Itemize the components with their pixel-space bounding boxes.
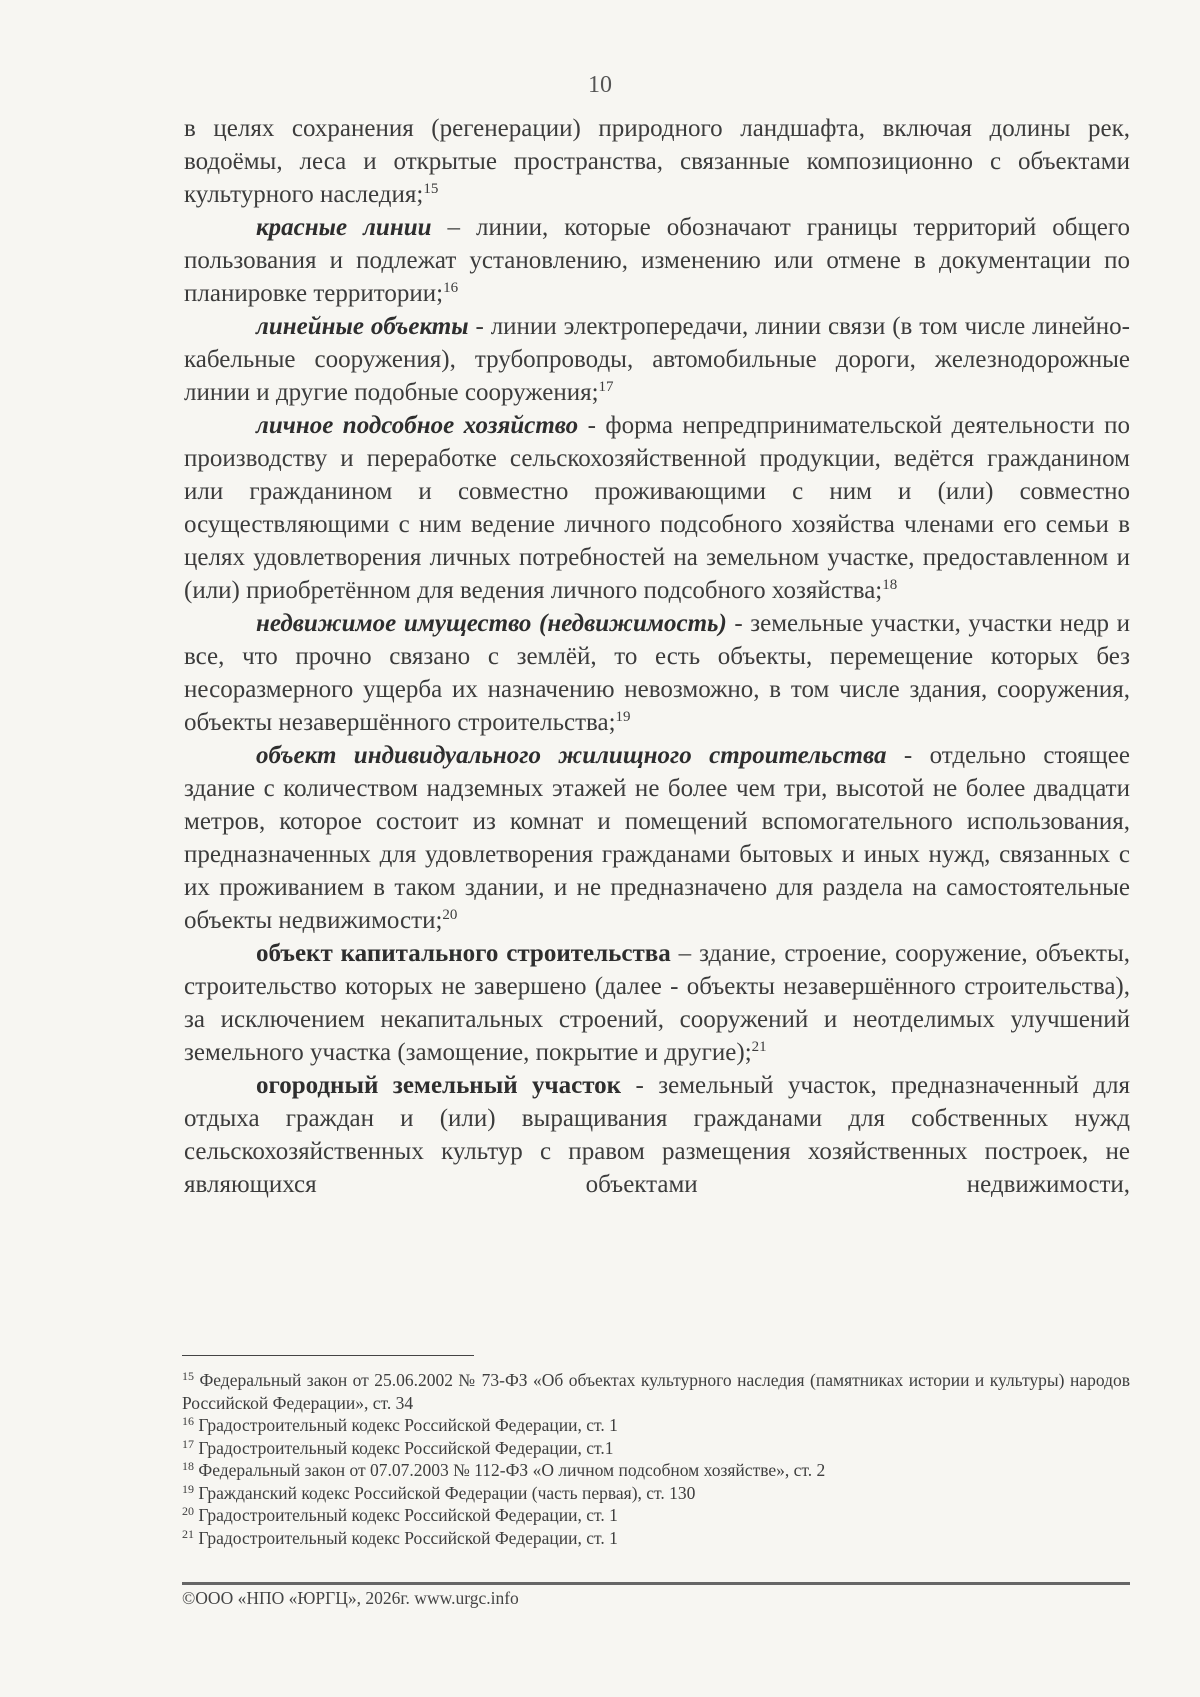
footnote-ref: 21 — [751, 1039, 767, 1055]
footnote: $^{18}$ Федеральный закон от 07.07.2003 № 112-ФЗ «О личном подсобном хозяйстве», ст. 2 — [182, 1459, 826, 1480]
definition-lineynye-obekty: линейные объекты - линии электропередачи, линии связи (в том числе линейно-кабельные сооружения), трубопроводы, автомобильные дороги, железнодорожные линии и другие подобные сооружения;$^{17}$ — [184, 313, 1130, 406]
footnotes — [182, 1369, 1130, 1549]
definition-obekt-kapitalnogo-stroitelstva: объект капитального строительства – здание, строение, сооружение, объекты, строительство которых не завершено (далее - объекты незавершённого строительства), за исключением некапитальных строений, сооружений и неотделимых улучшений земельного участка (замощение, покрытие и другие);$^{21}$ — [184, 940, 1130, 1066]
footnote-ref: 16 — [443, 280, 459, 296]
footnote-ref: 15 — [423, 181, 439, 197]
footnote-separator — [182, 1355, 474, 1356]
definition-term: объект индивидуального жилищного строительства — [256, 742, 887, 769]
definition-term: недвижимое имущество (недвижимость) — [256, 610, 727, 637]
definition-obekt-izhs: объект индивидуального жилищного строительства - отдельно стоящее здание с количеством надземных этажей не более чем три, высотой не более двадцати метров, которое состоит из комнат и помещений вспомогательного использования, предназначенных для удовлетворения гражданами бытовых и иных нужд, связанных с их проживанием в таком здании, и не предназначено для раздела на самостоятельные объекты недвижимости;$^{20}$ — [184, 742, 1131, 934]
definition-ogorodnyy-uchastok: огородный земельный участок - земельный участок, предназначенный для отдыха граждан и (или) выращивания гражданами для собственных нужд сельскохозяйственных культур с правом размещения хозяйственных построек, не являющихся объектами недвижимости, — [184, 1072, 1131, 1198]
footnote: $^{21}$ Градостроительный кодекс Российской Федерации, ст. 1 — [182, 1526, 618, 1548]
footnote-ref: 17 — [598, 379, 614, 395]
paragraph-continuation: в целях сохранения (регенерации) природного ландшафта, включая долины рек, водоёмы, леса и открытые пространства, связанные композиционно с объектами культурного наследия;$^{15}$ — [184, 115, 1130, 208]
footnote-ref: 18 — [882, 577, 898, 593]
footnote: $^{19}$ Гражданский кодекс Российской Федерации (часть первая), ст. 130 — [182, 1481, 696, 1503]
footnote: $^{15}$ Федеральный закон от 25.06.2002 № 73-ФЗ «Об объектах культурного наследия (памятниках истории и культуры) народов Российской Федерации», ст. 34 — [182, 1369, 1130, 1413]
definition-krasnye-linii: красные линии – линии, которые обозначают границы территорий общего пользования и подлежат установлению, изменению или отмене в документации по планировке территории;$^{16}$ — [184, 214, 1130, 307]
page-number: 10 — [588, 72, 612, 98]
footnote: $^{20}$ Градостроительный кодекс Российской Федерации, ст. 1 — [182, 1504, 618, 1525]
document-body — [184, 112, 1130, 1201]
footnote: $^{17}$ Градостроительный кодекс Российской Федерации, ст.1 — [182, 1436, 614, 1458]
definition-term: огородный земельный участок — [256, 1072, 622, 1099]
definition-nedvizhimoe-imushchestvo: недвижимое имущество (недвижимость) - земельные участки, участки недр и все, что прочно связано с землёй, то есть объекты, перемещение которых без несоразмерного ущерба их назначению невозможно, в том числе здания, сооружения, объекты незавершённого строительства;$^{19}$ — [184, 610, 1130, 736]
definition-term: красные линии — [256, 214, 432, 241]
definition-term: линейные объекты — [256, 313, 469, 340]
footnote: $^{16}$ Градостроительный кодекс Российской Федерации, ст. 1 — [182, 1414, 618, 1435]
definition-term: личное подсобное хозяйство — [256, 412, 579, 439]
definition-term: объект капитального строительства — [256, 940, 671, 967]
definition-lichnoe-podsobnoe-hozyaystvo: личное подсобное хозяйство - форма непредпринимательской деятельности по производству и переработке сельскохозяйственной продукции, ведётся гражданином или гражданином и совместно проживающими с ним и (или) совместно осуществляющими с ним ведение личного подсобного хозяйства членами его семьи в целях удовлетворения личных потребностей на земельном участке, предоставленном и (или) приобретённом для ведения личного подсобного хозяйства;$^{18}$ — [184, 412, 1131, 604]
footnote-ref: 19 — [615, 709, 631, 725]
footer-separator — [182, 1582, 1130, 1585]
footnote-ref: 20 — [442, 907, 458, 923]
page-footer: ©ООО «НПО «ЮРГЦ», 2026г. www.urgc.info — [182, 1588, 519, 1608]
